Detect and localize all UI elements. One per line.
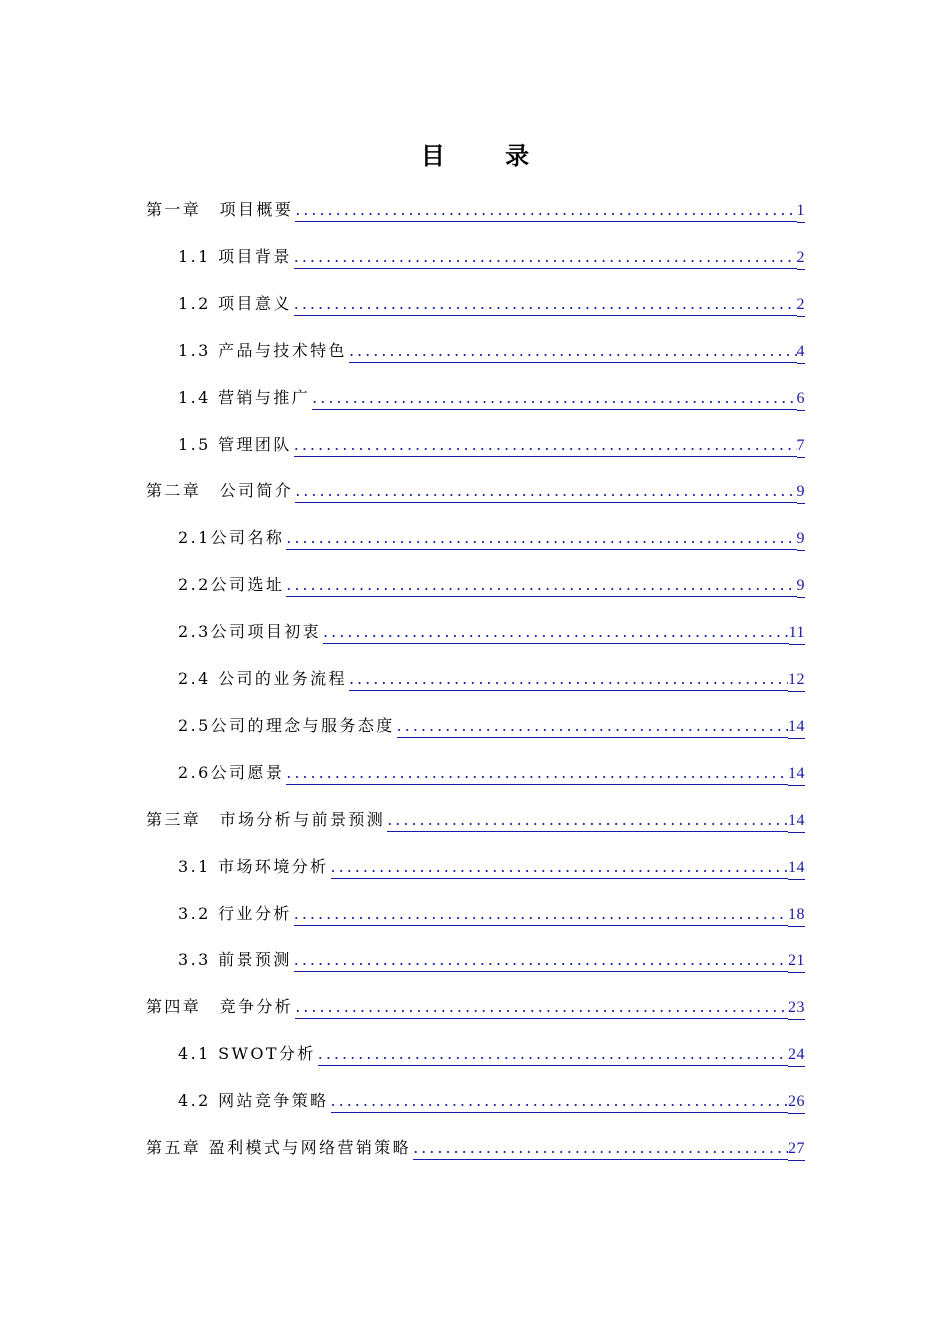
toc-entry-page-number: 21 [788,950,805,973]
toc-entry-label: 第五章 盈利模式与网络营销策略 [146,1138,412,1157]
toc-entry[interactable] [178,1040,805,1068]
toc-entry[interactable] [178,946,805,974]
toc-entry[interactable] [178,853,805,881]
toc-entry-page-number: 4 [797,341,806,364]
toc-entry-page-number: 18 [788,904,805,927]
toc-dot-leader [323,621,789,644]
toc-entry[interactable] [178,243,805,271]
toc-entry-page-number: 12 [788,669,805,692]
toc-entry-label: 2.5公司的理念与服务态度 [178,715,395,735]
toc-dot-leader [295,480,796,503]
toc-entry[interactable] [146,806,805,834]
toc-entry-label: 1.5 管理团队 [178,434,292,454]
toc-entry[interactable] [146,196,805,224]
toc-entry-label: 第三章 市场分析与前景预测 [146,809,386,829]
toc-entry-label: 1.4 营销与推广 [178,387,311,407]
toc-entry[interactable] [178,665,805,693]
toc-entry-page-number: 9 [797,575,806,598]
toc-entry-label: 2.2公司选址 [178,575,285,595]
toc-entry[interactable] [178,571,805,599]
toc-entry-label: 第四章 竞争分析 [146,997,294,1017]
toc-dot-leader [397,715,788,738]
toc-entry-page-number: 24 [788,1044,805,1067]
toc-entry[interactable] [178,384,805,412]
toc-entry-label: 3.1 市场环境分析 [178,856,329,876]
toc-entry-page-number: 14 [788,716,805,739]
toc-dot-leader [318,1043,788,1066]
toc-entry-label: 2.4 公司的业务流程 [178,669,347,688]
toc-entry-page-number: 14 [788,810,805,833]
toc-entry-label: 1.2 项目意义 [178,293,292,313]
toc-entry[interactable] [146,1134,805,1162]
toc-entry-label: 2.6公司愿景 [178,762,285,782]
toc-entry-page-number: 6 [797,388,806,411]
toc-dot-leader [312,387,796,410]
toc-entry[interactable] [178,524,805,552]
toc-dot-leader [349,340,797,363]
toc-dot-leader [294,434,797,457]
toc-dot-leader [294,293,797,316]
toc-entry-page-number: 26 [788,1091,805,1114]
toc-dot-leader [294,949,788,972]
toc-entry-page-number: 11 [789,622,805,645]
toc-entry-label: 3.3 前景预测 [178,950,292,970]
toc-entry-label: 第一章 项目概要 [146,200,294,219]
toc-entry[interactable] [178,712,805,740]
toc-entry-page-number: 9 [797,481,806,504]
toc-entry-page-number: 23 [788,997,805,1020]
toc-entry[interactable] [178,900,805,928]
toc-entry[interactable] [146,477,805,505]
toc-entry-label: 4.1 SWOT分析 [178,1044,316,1064]
toc-entry-label: 1.1 项目背景 [178,246,292,266]
toc-entry-page-number: 7 [797,435,806,458]
toc-entry[interactable] [178,759,805,787]
toc-entry[interactable] [178,337,805,365]
toc-entry-page-number: 27 [788,1138,805,1161]
toc-dot-leader [294,246,797,269]
toc-title: 目 录 [420,141,556,170]
toc-entry-label: 1.3 产品与技术特色 [178,340,347,360]
toc-entry-label: 第二章 公司简介 [146,481,294,501]
toc-entry[interactable] [178,618,805,646]
toc-dot-leader [295,996,788,1019]
toc-dot-leader [331,856,788,879]
toc-entry-label: 2.1公司名称 [178,528,285,548]
toc-entry-label: 2.3公司项目初衷 [178,622,322,642]
toc-dot-leader [286,574,796,597]
toc-entry-page-number: 9 [797,528,806,551]
toc-entry[interactable] [178,1087,805,1115]
toc-dot-leader [331,1090,788,1113]
toc-entry-page-number: 2 [797,247,806,270]
toc-dot-leader [413,1137,788,1160]
toc-dot-leader [295,199,796,222]
toc-entry-page-number: 1 [797,200,806,223]
toc-dot-leader [349,668,788,691]
toc-entry-page-number: 14 [788,763,805,786]
toc-entry-page-number: 2 [797,294,806,317]
toc-entry-label: 4.2 网站竞争策略 [178,1091,329,1111]
toc-dot-leader [387,809,788,832]
toc-entry[interactable] [178,290,805,318]
toc-entry[interactable] [178,431,805,459]
toc-dot-leader [286,527,796,550]
toc-entry-page-number: 14 [788,857,805,880]
toc-dot-leader [294,903,788,926]
toc-entry-label: 3.2 行业分析 [178,903,292,923]
toc-entry[interactable] [146,993,805,1021]
toc-dot-leader [286,762,788,785]
